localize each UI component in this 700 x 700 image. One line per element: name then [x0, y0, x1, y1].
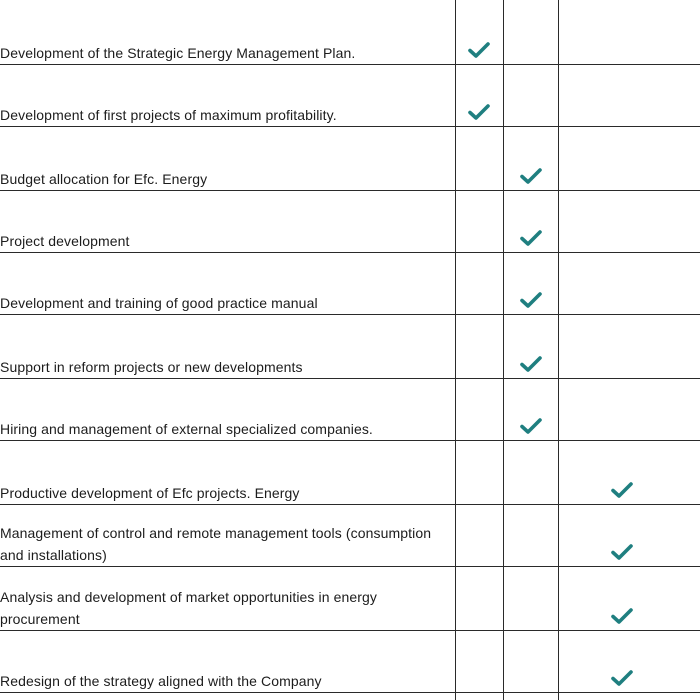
task-label: Productive development of Efc projects. Energy [0, 440, 455, 504]
checkmark-icon [520, 229, 542, 247]
table-row [0, 190, 700, 252]
task-label: Budget allocation for Efc. Energy [0, 126, 455, 190]
checkmark-icon [611, 669, 633, 687]
mark-cell-2 [503, 0, 558, 64]
mark-cell-2 [503, 314, 558, 378]
mark-cell-3 [558, 692, 700, 700]
table-row [0, 64, 700, 126]
mark-cell-3 [558, 630, 700, 692]
mark-cell-3 [558, 566, 700, 630]
task-label [0, 692, 455, 700]
table-row [0, 504, 700, 566]
mark-cell-3 [558, 64, 700, 126]
mark-cell-3 [558, 504, 700, 566]
mark-cell-1 [455, 64, 503, 126]
table-row [0, 378, 700, 440]
mark-cell-2 [503, 378, 558, 440]
mark-cell-2 [503, 566, 558, 630]
checkmark-icon [611, 607, 633, 625]
mark-cell-2 [503, 64, 558, 126]
task-label: Hiring and management of external specialized companies. [0, 378, 455, 440]
mark-cell-3 [558, 0, 700, 64]
checkmark-icon [520, 355, 542, 373]
checkmark-icon [520, 167, 542, 185]
mark-cell-1 [455, 630, 503, 692]
mark-cell-2 [503, 126, 558, 190]
table-row [0, 692, 700, 700]
mark-cell-3 [558, 190, 700, 252]
table-row [0, 314, 700, 378]
mark-cell-1 [455, 378, 503, 440]
task-label: Management of control and remote management tools (consumption and installations) [0, 504, 455, 566]
task-label: Support in reform projects or new developments [0, 314, 455, 378]
table-row [0, 0, 700, 64]
mark-cell-3 [558, 378, 700, 440]
task-label: Development of the Strategic Energy Management Plan. [0, 0, 455, 64]
task-label: Analysis and development of market opportunities in energy procurement [0, 566, 455, 630]
mark-cell-1 [455, 314, 503, 378]
checkmark-icon [520, 417, 542, 435]
mark-cell-3 [558, 314, 700, 378]
mark-cell-2 [503, 252, 558, 314]
table-row [0, 126, 700, 190]
mark-cell-1 [455, 692, 503, 700]
checkmark-icon [468, 41, 490, 59]
checkmark-icon [611, 481, 633, 499]
mark-cell-1 [455, 252, 503, 314]
mark-cell-1 [455, 440, 503, 504]
task-label: Development and training of good practice manual [0, 252, 455, 314]
task-label: Project development [0, 190, 455, 252]
mark-cell-2 [503, 190, 558, 252]
mark-cell-2 [503, 504, 558, 566]
mark-cell-2 [503, 692, 558, 700]
checkmark-icon [611, 543, 633, 561]
mark-cell-2 [503, 630, 558, 692]
checkmark-icon [468, 103, 490, 121]
mark-cell-1 [455, 0, 503, 64]
table-row [0, 566, 700, 630]
mark-cell-2 [503, 440, 558, 504]
table-row [0, 440, 700, 504]
mark-cell-1 [455, 504, 503, 566]
task-label: Redesign of the strategy aligned with the Company [0, 630, 455, 692]
mark-cell-1 [455, 190, 503, 252]
mark-cell-3 [558, 440, 700, 504]
mark-cell-3 [558, 126, 700, 190]
mark-cell-1 [455, 566, 503, 630]
checkmark-icon [520, 291, 542, 309]
table-row [0, 252, 700, 314]
mark-cell-3 [558, 252, 700, 314]
mark-cell-1 [455, 126, 503, 190]
table-row [0, 630, 700, 692]
task-label: Development of first projects of maximum profitability. [0, 64, 455, 126]
